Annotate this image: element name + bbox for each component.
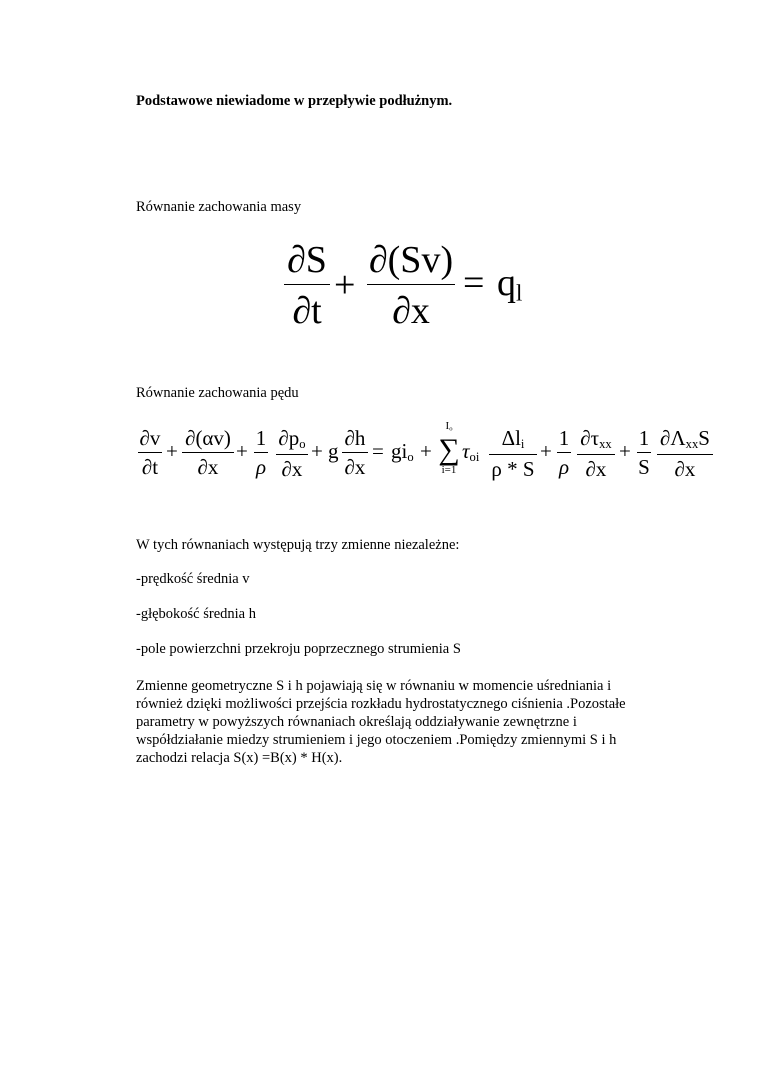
denominator: ρ * S: [491, 457, 535, 482]
numerator-main: ∂τ: [580, 426, 600, 450]
equals-sign: =: [463, 262, 485, 304]
gio-subscript: o: [407, 450, 414, 465]
mass-term-ds-dt: [284, 239, 330, 333]
fraction-bar: [367, 284, 455, 285]
sum-upper-subscript: o: [449, 425, 453, 433]
paragraph-line: współdziałanie miedzy strumieniem i jego otoczeniem .Pomiędzy zmiennymi S i h: [136, 732, 617, 748]
momentum-term-dli-rhos: [489, 428, 537, 480]
page-title: Podstawowe niewiadome w przepływie podłużnym.: [136, 93, 453, 109]
mass-rhs-subscript: l: [516, 280, 523, 306]
numerator-subscript: xx: [599, 437, 612, 452]
fraction-bar: [182, 452, 234, 453]
mass-term2-numerator: ∂(Sv): [368, 239, 454, 281]
plus-sign: +: [334, 264, 356, 306]
plus-sign: +: [619, 439, 631, 463]
momentum-term-1-s: [637, 428, 651, 478]
numerator-subscript: xx: [685, 437, 699, 452]
equals-sign: =: [372, 439, 384, 463]
numerator-subscript: o: [299, 437, 306, 452]
momentum-tau-oi: [462, 441, 479, 464]
fraction-bar: [276, 454, 308, 455]
fraction-bar: [254, 452, 268, 453]
numerator: 1: [558, 426, 570, 450]
fraction-bar: [577, 454, 615, 455]
sum-lower-limit: i=1: [441, 463, 457, 476]
denominator: ∂x: [674, 457, 696, 482]
gio-main: gi: [391, 439, 408, 463]
tau-main: τ: [462, 439, 470, 463]
denominator: ∂t: [141, 455, 159, 480]
momentum-equation-label: Równanie zachowania pędu: [136, 385, 299, 401]
denominator: ∂x: [281, 457, 303, 482]
mass-equation-label: Równanie zachowania masy: [136, 199, 302, 215]
denominator: ρ: [558, 455, 570, 480]
numerator: [660, 428, 710, 451]
numerator: [278, 428, 305, 451]
list-item-depth: -głębokość średnia h: [136, 606, 256, 622]
numerator-main: ∂Λ: [660, 426, 686, 450]
fraction-bar: [138, 452, 162, 453]
momentum-term-dv-dt: [138, 428, 162, 478]
momentum-term-dav-dx: [182, 428, 234, 478]
paragraph-line: Zmienne geometryczne S i h pojawiają się w równaniu w momencie uśredniania i: [136, 678, 612, 694]
numerator: ∂h: [344, 426, 366, 450]
gravity-g: g: [328, 439, 339, 463]
numerator: [502, 428, 525, 451]
plus-sign: +: [540, 439, 552, 463]
paragraph-line: zachodzi relacja S(x) =B(x) * H(x).: [136, 750, 343, 766]
numerator: [580, 428, 611, 451]
summation: [437, 420, 461, 477]
denominator: ∂x: [344, 455, 366, 480]
tau-subscript: oi: [469, 450, 480, 465]
numerator-main: ∂p: [278, 426, 300, 450]
numerator: 1: [638, 426, 650, 450]
plus-sign: +: [311, 439, 323, 463]
denominator: ∂x: [585, 457, 607, 482]
momentum-term-1-rho-2: [557, 428, 571, 478]
numerator-subscript: i: [520, 437, 525, 452]
fraction-bar: [489, 454, 537, 455]
momentum-term-dpo-dx: [276, 428, 308, 480]
numerator: ∂(αv): [185, 426, 231, 450]
numerator-main: Δl: [501, 426, 521, 450]
mass-term1-numerator: ∂S: [287, 239, 327, 281]
fraction-bar: [342, 452, 368, 453]
momentum-term-1-rho: [254, 428, 268, 478]
plus-sign: +: [166, 439, 178, 463]
variables-intro: W tych równaniach występują trzy zmienne niezależne:: [136, 537, 460, 553]
mass-term-dsv-dx: [367, 239, 455, 333]
fraction-bar: [637, 452, 651, 453]
mass-rhs-q: q: [497, 262, 516, 304]
mass-term1-denominator: ∂t: [292, 290, 322, 333]
mass-rhs: [497, 264, 522, 305]
list-item-velocity: -prędkość średnia v: [136, 571, 250, 587]
denominator: S: [638, 455, 650, 480]
momentum-term-dlambdaxxs-dx: [657, 428, 713, 480]
denominator: ρ: [255, 455, 267, 480]
momentum-term-dh-dx: [342, 428, 368, 478]
fraction-bar: [657, 454, 713, 455]
paragraph-line: parametry w powyższych równaniach określają oddziaływanie zewnętrzne i: [136, 714, 577, 730]
plus-sign: +: [420, 439, 432, 463]
plus-sign: +: [236, 439, 248, 463]
paragraph-line: również dzięki możliwości przejścia rozkładu hydrostatycznego ciśnienia .Pozostałe: [136, 696, 626, 712]
mass-term2-denominator: ∂x: [392, 290, 430, 333]
fraction-bar: [284, 284, 330, 285]
numerator-tail: S: [698, 426, 710, 450]
sigma-symbol: ∑: [438, 432, 460, 466]
numerator: ∂v: [139, 426, 161, 450]
explanation-paragraph: [136, 677, 676, 767]
momentum-gio: [391, 441, 414, 464]
fraction-bar: [557, 452, 571, 453]
momentum-term-dtauxx-dx: [577, 428, 615, 480]
list-item-area: -pole powierzchni przekroju poprzecznego strumienia S: [136, 641, 461, 657]
sum-upper-main: I: [445, 420, 450, 432]
numerator: 1: [255, 426, 267, 450]
denominator: ∂x: [197, 455, 219, 480]
